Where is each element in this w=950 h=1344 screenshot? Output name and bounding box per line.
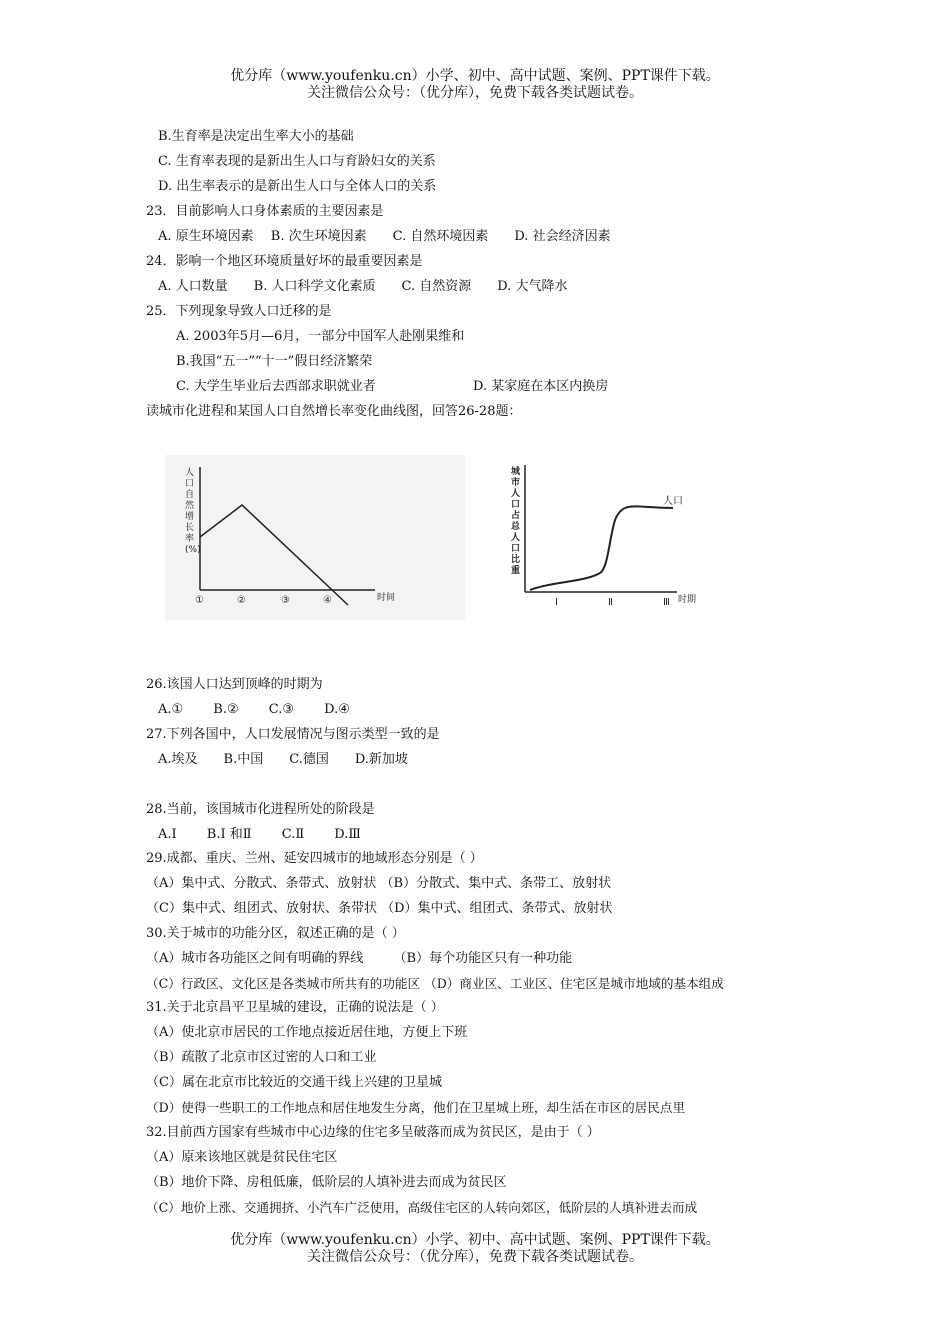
tick-label: Ⅲ [663,597,670,608]
figure-instruction: 读城市化进程和某国人口自然增长率变化曲线图，回答26-28题： [146,404,522,419]
y-label-char: 人 [511,489,521,499]
question-28: 28.当前，该国城市化进程所处的阶段是 [146,802,375,817]
page-footer [0,1232,950,1266]
text-line: D. 出生率表示的是新出生人口与全体人口的关系 [158,179,437,194]
options-24: A. 人口数量 B. 人口科学文化素质 C. 自然资源 D. 大气降水 [158,279,568,294]
y-label-char: 重 [511,566,521,576]
question-25: 25．下列现象导致人口迁移的是 [146,304,332,319]
option-32a: （A）原来该地区就是贫民住宅区 [146,1150,338,1165]
option-25a: A. 2003年5月—6月，一部分中国军人赴刚果维和 [176,329,465,344]
option-31d: （D）使得一些职工的工作地点和居住地发生分离，他们在卫星城上班，却生活在市区的居民点里 [146,1100,686,1115]
options-26: A.① B.② C.③ D.④ [158,702,350,717]
text-line: C. 生育率表现的是新出生人口与育龄妇女的关系 [158,154,436,169]
options-23: A. 原生环境因素 B. 次生环境因素 C. 自然环境因素 D. 社会经济因素 [158,229,611,244]
urbanization-chart [505,460,735,615]
question-29: 29.成都、重庆、兰州、延安四城市的地域形态分别是（ ） [146,851,483,866]
header-line-1: 优分库（www.youfenku.cn）小学、初中、高中试题、案例、PPT课件下载。 [230,68,720,84]
y-label-char: 城 [511,467,521,477]
options-27: A.埃及 B.中国 C.德国 D.新加坡 [158,752,408,767]
question-31: 31.关于北京昌平卫星城的建设，正确的说法是（ ） [146,1000,444,1015]
y-label-char: 总 [511,522,521,532]
y-label-char: 比 [511,555,521,565]
tick-label: ④ [323,595,332,606]
tick-label: ② [237,595,246,606]
option-31c: （C）属在北京市比较近的交通干线上兴建的卫星城 [146,1075,442,1090]
options-28: A.Ⅰ B.Ⅰ 和Ⅱ C.Ⅱ D.Ⅲ [158,827,361,842]
y-label-char: 市 [511,478,521,488]
options-30cd: （C）行政区、文化区是各类城市所共有的功能区 （D）商业区、工业区、住宅区是城市地域的基本组成 [146,976,724,991]
y-label-char: 占 [511,511,521,521]
tick-label: ① [195,595,204,606]
curve-label: 人口 [663,496,683,507]
options-29ab: （A）集中式、分散式、条带式、放射状 （B）分散式、集中式、条带工、放射状 [146,876,612,891]
y-label-char: 口 [511,544,521,554]
y-axis-label [511,465,521,576]
question-23: 23．目前影响人口身体素质的主要因素是 [146,204,384,219]
y-label-char: 口 [511,500,521,510]
question-27: 27.下列各国中，人口发展情况与图示类型一致的是 [146,727,440,742]
question-26: 26.该国人口达到顶峰的时期为 [146,677,323,692]
option-31a: （A）使北京市居民的工作地点接近居住地，方便上下班 [146,1025,468,1040]
page-header [0,68,950,102]
tick-label: ③ [281,595,290,606]
footer-line-1: 优分库（www.youfenku.cn）小学、初中、高中试题、案例、PPT课件下载。 [230,1232,720,1248]
y-label-char: 长 [185,523,195,533]
option-32c: （C）地价上涨、交通拥挤、小汽车广泛使用，高级住宅区的人转向郊区，低阶层的人填补进去而成 [146,1200,698,1215]
footer-line-2: 关注微信公众号：（优分库），免费下载各类试题试卷。 [307,1249,643,1265]
y-label-char: 然 [185,501,195,511]
y-label-char: 人 [511,533,521,543]
y-label-char: 自 [185,490,195,500]
urbanization-curve [530,506,673,590]
x-axis-label: 时间 [377,593,396,603]
text-line: B.生育率是决定出生率大小的基础 [158,129,354,144]
x-axis-label: 时期 [678,595,697,605]
y-label-char: 人 [185,468,195,478]
y-label-char: 口 [185,479,195,489]
y-label-char: (%) [185,545,201,555]
tick-label: Ⅱ [608,597,613,608]
y-label-char: 率 [185,534,195,544]
growth-rate-chart [165,455,465,620]
options-30ab: （A）城市各功能区之间有明确的界线 （B）每个功能区只有一种功能 [146,951,573,966]
chart-background [165,455,465,620]
option-25b: B.我国“五一”“十一”假日经济繁荣 [176,354,373,369]
option-25d: D. 某家庭在本区内换房 [473,379,609,394]
options-29cd: （C）集中式、组团式、放射状、条带状 （D）集中式、组团式、条带式、放射状 [146,901,613,916]
option-25c: C. 大学生毕业后去西部求职就业者 [176,379,376,394]
tick-label: Ⅰ [555,597,558,608]
option-32b: （B）地价下降、房租低廉，低阶层的人填补进去而成为贫民区 [146,1175,507,1190]
question-24: 24．影响一个地区环境质量好坏的最重要因素是 [146,254,423,269]
header-line-2: 关注微信公众号：（优分库），免费下载各类试题试卷。 [307,85,643,101]
question-32: 32.目前西方国家有些城市中心边缘的住宅多呈破落而成为贫民区，是由于（ ） [146,1125,600,1140]
option-31b: （B）疏散了北京市区过密的人口和工业 [146,1050,377,1065]
question-30: 30.关于城市的功能分区，叙述正确的是（ ） [146,926,405,941]
y-label-char: 增 [185,512,195,522]
